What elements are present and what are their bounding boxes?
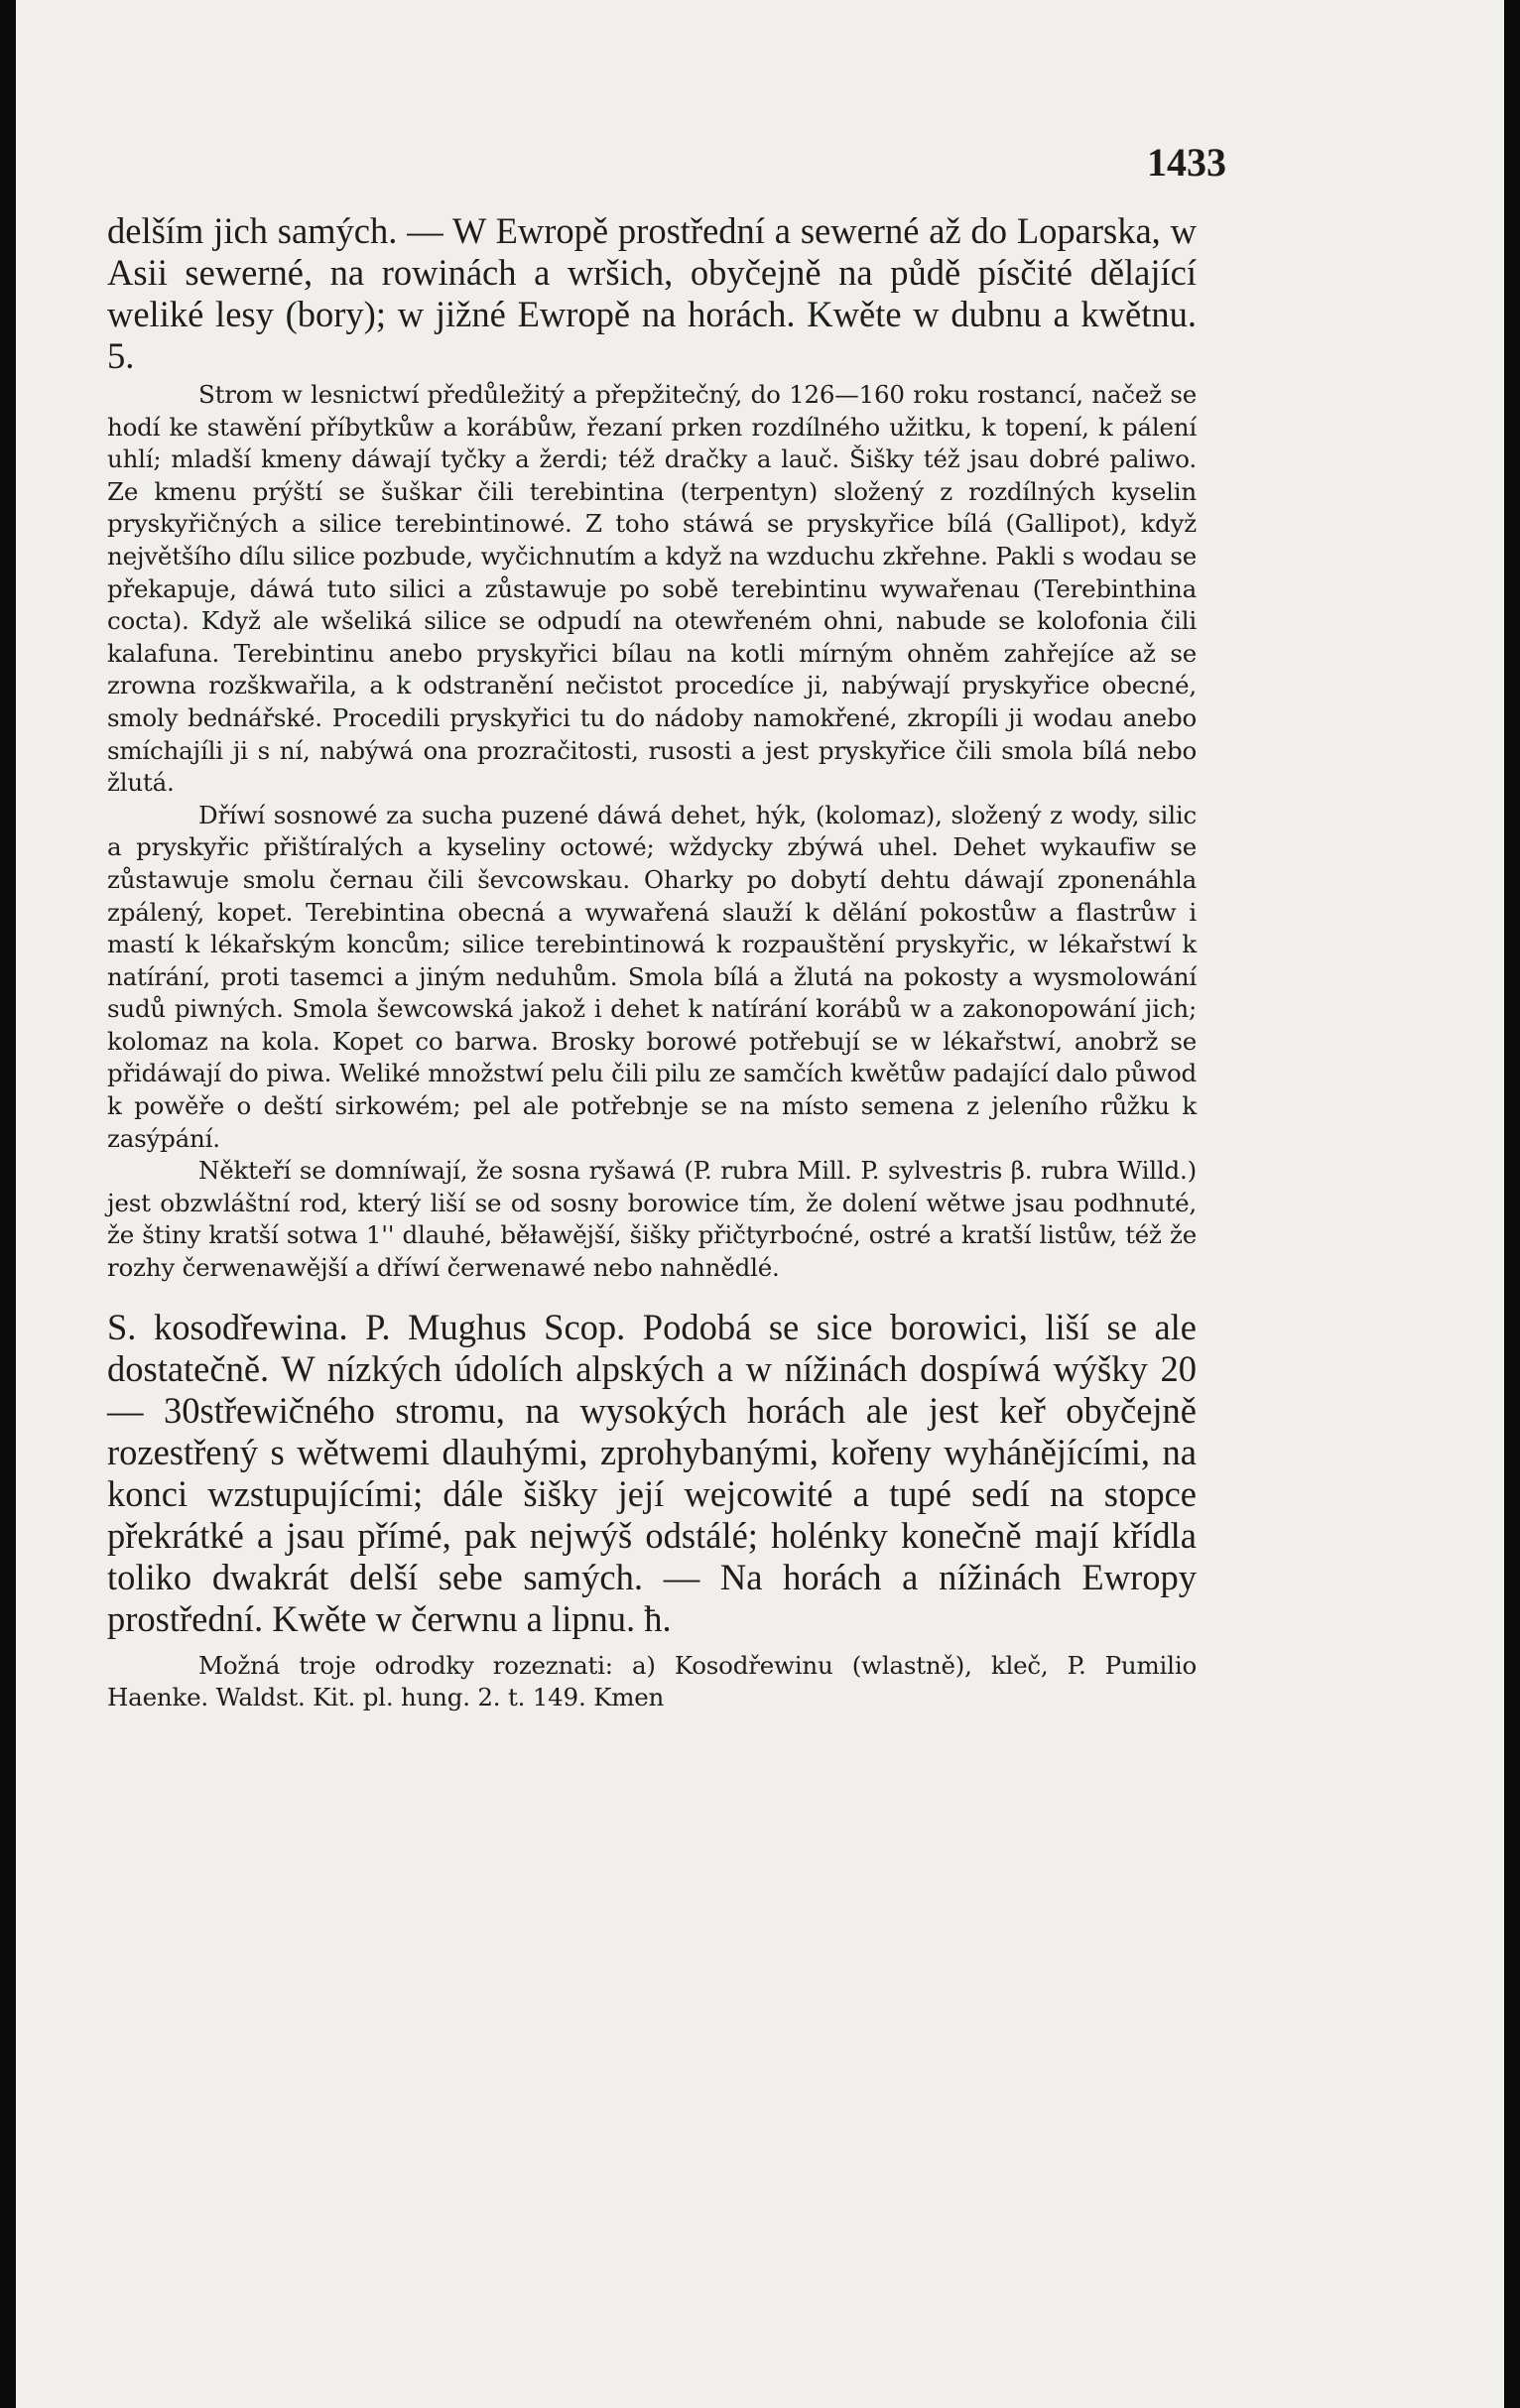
paragraph-tar-products: Dříwí sosnowé za sucha puzené dáwá dehet, hýk, (kolomaz), složený z wody, silic a pryskyřic přištíralých a kyseliny octowé; wždycky zbýwá uhel. Dehet wykaufiw se zůstawuje smolu černau čili ševcowskau. Oharky po dobytí dehtu dáwají zponenáhla zpálený, kopet. Terebintina obecná a wywařená slauží k dělání pokostůw a flastrůw i mastí k lékařským koncům; silice terebintinowá k rozpauštění pryskyřic, w lékařstwí k natírání, proti tasemci a jiným neduhům. Smola bílá a žlutá na pokosty a wysmolowání sudů piwných. Smola šewcowská jakož i dehet k natírání korábů w a zakonopowání jich; kolomaz na kola. Kopet co barwa. Brosky borowé potřebují se w lékařstwí, anobrž se přidáwají do piwa. Weliké množstwí pelu čili pilu ze samčích kwětůw padající dalo půwod k powěře o deští sirkowém; pel ale potřebnje se na místo semena z jeleního růžku k zasýpání. bbox=[107, 800, 1197, 1153]
paragraph-forestry-use: Strom w lesnictwí předůležitý a přepžitečný, do 126—160 roku rostancí, načež se hodí ke stawění příbytkůw a korábůw, řezaní prken rozdílného užitku, k topení, k pálení uhlí; mladší kmeny dáwají tyčky a žerdi; též dračky a lauč. Šišky též jsau dobré paliwo. Ze kmenu prýští se šuškar čili terebintina (terpentyn) složený z rozdílných kyselin pryskyřičných a silice terebintinowé. Z toho stáwá se pryskyřice bílá (Gallipot), když největšího dílu silice pozbude, wyčichnutím a když na wzduchu zkřehne. Pakli s wodau se překapuje, dáwá tuto silici a zůstawuje po sobě terebintinu wywařenau (Terebinthina cocta). Když ale wšeliká silice se odpudí na otewřeném ohni, nabude se kolofonia čili kalafuna. Terebintinu anebo pryskyřici bílau na kotli mírným ohněm zahřejíce až se zrowna rozškwařila, a k odstranění nečistot procedíce ji, nabýwají pryskyřice obecné, smoly bednářské. Procedili pryskyřici tu do nádoby namokřené, zkropíli ji wodau anebo smíchajíli ji s ní, nabýwá ona prozračitosti, rusosti a jest pryskyřice čili smola bílá nebo žlutá. bbox=[107, 380, 1197, 798]
paragraph-red-pine: Někteří se domníwají, že sosna ryšawá (P. rubra Mill. P. sylvestris β. rubra Willd.) jest obzwláštní rod, který liší se od sosny borowice tím, že dolení wětwe jsau podhnuté, že štiny kratší sotwa 1'' dlauhé, běławější, šišky přičtyrboćné, ostré a kratší listůw, též že rozhy čerwenawější a dříwí čerwenawé nebo nahnědlé. bbox=[107, 1156, 1197, 1283]
paragraph-intro: delším jich samých. — W Ewropě prostřední a sewerné až do Loparska, w Asii sewerné, na rowinách a wršich, obyčejně na půdě písčité dělající weliké lesy (bory); w jižné Ewropě na horách. Kwěte w dubnu a kwětnu. 5. bbox=[107, 210, 1197, 376]
document-page bbox=[16, 0, 1504, 2408]
paragraph-kosodrevina: S. kosodřewina. P. Mughus Scop. Podobá se sice borowici, liší se ale dostatečně. W nízkých údolích alpských a w nížinách dospíwá wýšky 20 — 30střewičného stromu, na wysokých horách ale jest keř obyčejně rozestřený s wětwemi dlauhými, zprohybanými, kořeny wyháněјícími, na konci wzstupujícími; dále šišky její wejcowité a tupé sedí na stopce překrátké a jsau přímé, pak nejwýš odstálé; holénky konečně mají křídla toliko dwakrát delší sebe samých. — Na horách a nížinách Ewropy prostřední. Kwěte w čerwnu a lipnu. ħ. bbox=[107, 1306, 1197, 1639]
paragraph-varieties: Možná troje odrodky rozeznati: a) Kosodřewinu (wlastně), kleč, P. Pumilio Haenke. Waldst. Kit. pl. hung. 2. t. 149. Kmen bbox=[107, 1650, 1197, 1712]
page-body bbox=[107, 210, 1197, 1714]
page-number: 1433 bbox=[1147, 140, 1226, 185]
